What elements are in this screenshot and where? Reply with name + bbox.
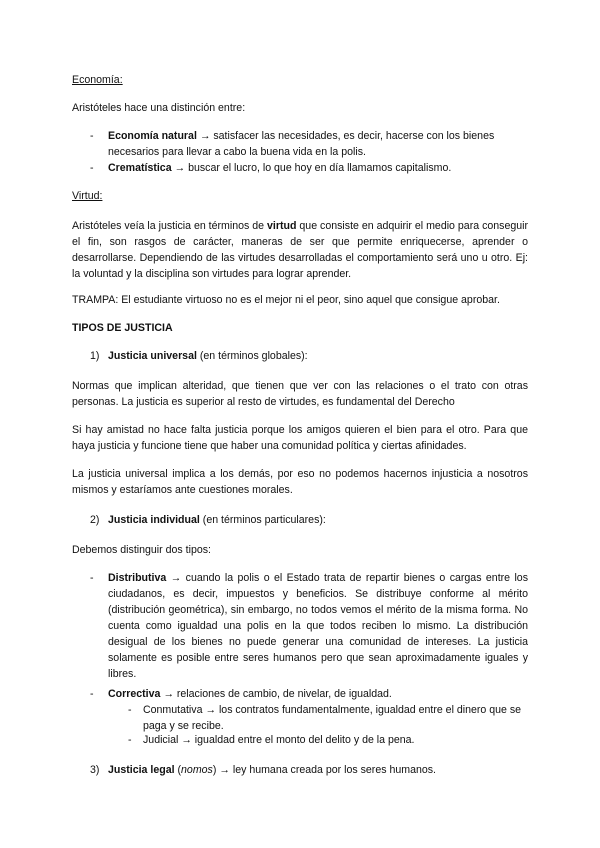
- economia-intro: Aristóteles hace una distinción entre:: [72, 102, 246, 114]
- bullet-dash: -: [90, 688, 94, 700]
- term-nomos: nomos: [181, 764, 213, 776]
- term-virtud: virtud: [267, 220, 297, 232]
- term-justicia-legal: Justicia legal: [108, 764, 175, 776]
- bullet-distributiva: [90, 570, 530, 680]
- sub-bullet-dash: -: [128, 734, 132, 746]
- term-distributiva: Distributiva: [108, 572, 167, 584]
- bullet-text: [108, 128, 528, 160]
- bullet-text: [108, 686, 528, 702]
- definition: → satisfacer las necesidades, es decir, hacerse con los bienes necesarios para llevar a cabo la buena vida en la polis.: [108, 130, 495, 158]
- term-crematistica: Crematística: [108, 162, 172, 174]
- sub-bullet-text: Judicial → igualdad entre el monto del delito y de la pena.: [143, 734, 415, 746]
- definition: → buscar el lucro, lo que hoy en día llamamos capitalismo.: [171, 162, 452, 174]
- sub-bullet-judicial: [128, 732, 530, 748]
- sub-bullet-conmutativa: [128, 702, 530, 734]
- paren-open: (: [174, 764, 182, 776]
- heading-virtud: Virtud:: [72, 190, 103, 202]
- paragraph-normas: Normas que implican alteridad, que tienen que ver con las relaciones o el trato con otras personas. La justicia es superior al resto de virtudes, es fundamental del Derecho: [72, 380, 528, 408]
- term-economia-natural: Economía natural: [108, 130, 197, 142]
- item-number: 1): [90, 350, 100, 362]
- term-justicia-individual: Justicia individual: [108, 514, 200, 526]
- item-number: 2): [90, 514, 100, 526]
- item-description: (en términos globales):: [196, 350, 308, 362]
- paragraph-trampa: TRAMPA: El estudiante virtuoso no es el mejor ni el peor, sino aquel que consigue aprobar.: [72, 294, 500, 306]
- paragraph-justicia-universal: La justicia universal implica a los demás, por eso no podemos hacernos injusticia a nosotros mismos y estaríamos ante cuestiones morales.: [72, 468, 528, 496]
- paragraph-amistad: Si hay amistad no hace falta justicia porque los amigos quieren el bien para el otro. Para que haya justicia y funcione tiene que haber una comunidad política y ciertas afinidades.: [72, 424, 528, 452]
- bullet-dash: -: [90, 572, 94, 584]
- item-text: [108, 762, 528, 778]
- item-text: [108, 348, 528, 364]
- item-description: ) → ley humana creada por los seres humanos.: [212, 764, 436, 776]
- sub-bullet-text: Conmutativa → los contratos fundamentalmente, igualdad entre el dinero que se paga y se recibe.: [143, 704, 522, 732]
- bullet-text: [108, 570, 528, 682]
- term-justicia-universal: Justicia universal: [108, 350, 197, 362]
- definition: → cuando la polis o el Estado trata de repartir bienes o cargas entre los ciudadanos, es decir, impuestos y beneficios. Se distribuye conforme al mérito (distribución geométrica), sin embargo, no todos vemos el mérito de la misma forma. No cuenta como igualdad una polis en la que todos reciben lo mismo. La distribución desigual de los bienes no puede generar una comunidad de intereses. La justicia solamente es posible entre seres humanos pero que sean aproximadamente iguales y libres.: [108, 572, 528, 680]
- virtud-text-a: Aristóteles veía la justicia en términos de: [72, 220, 268, 232]
- bullet-correctiva: [90, 686, 530, 702]
- virtud-text-b: que consiste en adquirir el medio para conseguir el fin, son rasgos de carácter, maneras de ser que permite enriquecerse, aprender o desarrollarse. Dependiendo de las virtudes desarrolladas el comportamiento será uno u otro. Ej: la voluntad y la disciplina son virtudes para lograr aprender.: [72, 220, 529, 280]
- bullet-dash: -: [90, 130, 94, 142]
- bullet-crematistica: [90, 160, 530, 176]
- definition: → relaciones de cambio, de nivelar, de igualdad.: [160, 688, 392, 700]
- item-description: (en términos particulares):: [199, 514, 326, 526]
- item-number: 3): [90, 764, 100, 776]
- paragraph-virtud: [72, 218, 528, 282]
- heading-tipos-justicia: TIPOS DE JUSTICIA: [72, 322, 173, 334]
- paragraph-debemos: Debemos distinguir dos tipos:: [72, 544, 211, 556]
- bullet-dash: -: [90, 162, 94, 174]
- bullet-text: [108, 160, 528, 176]
- heading-economia: Economía:: [72, 74, 123, 86]
- item-text: [108, 512, 528, 528]
- sub-bullet-dash: -: [128, 704, 132, 716]
- bullet-economia-natural: [90, 128, 530, 160]
- term-correctiva: Correctiva: [108, 688, 161, 700]
